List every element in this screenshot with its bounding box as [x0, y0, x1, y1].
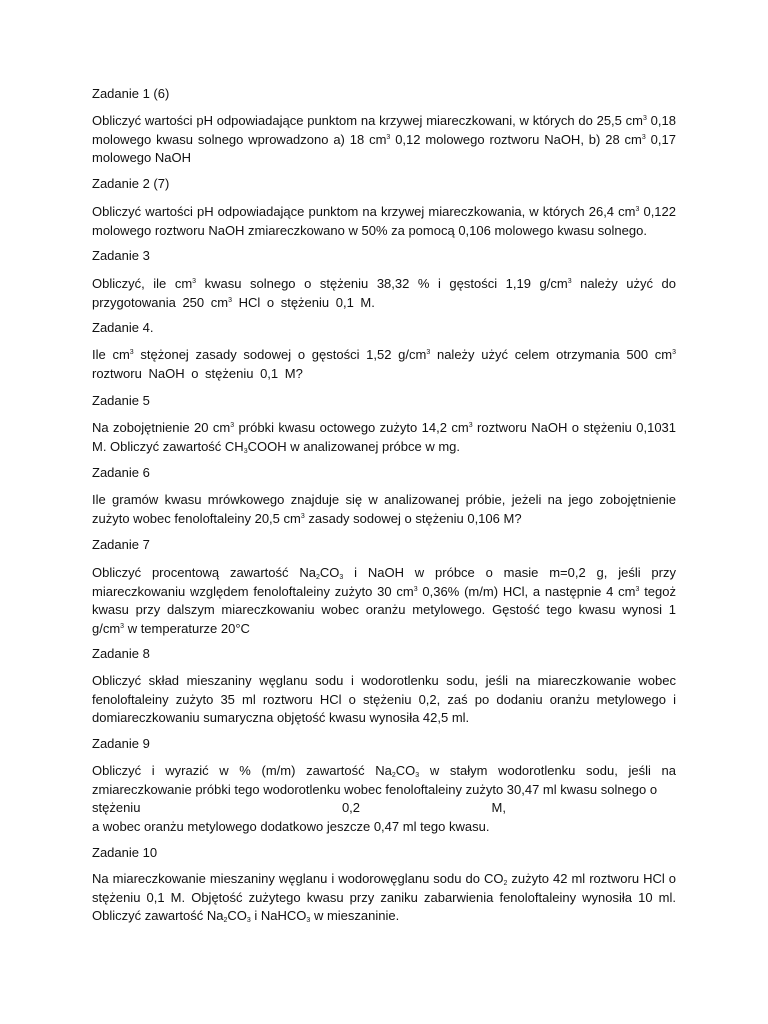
task-heading: Zadanie 1 (6): [92, 86, 170, 101]
task-text: Obliczyć i wyrazić w % (m/m) zawartość $Na_2CO_3$ w stałym wodorotlenku sodu, jeśli na zmiareczkowanie próbki tego wodorotlenku wobec fenoloftaleiny zużyto 30,47 ml kwasu solnego o stężeniu 0,2 M, a wobec oranżu metylowego dodatkowo jeszcze 0,47 ml tego kwasu.: [92, 762, 676, 836]
task-text: Na miareczkowanie mieszaniny węglanu i wodorowęglanu sodu do $CO_2$ zużyto 42 ml roztworu HCl o stężeniu 0,1 M. Objętość zużytego kwasu przy zaniku zabarwienia fenoloftaleiny wynosiła 10 ml. Obliczyć zawartość $Na_2CO_3$ i NaHCO$_3$ w mieszaninie.: [92, 871, 676, 924]
task-heading: Zadanie 7: [92, 537, 150, 552]
task-heading: Zadanie 9: [92, 736, 150, 751]
task-text-line: a wobec oranżu metylowego dodatkowo jeszcze 0,47 ml tego kwasu.: [92, 818, 490, 834]
task-text: Obliczyć, ile $cm^3$ kwasu solnego o stężeniu 38,32 % i gęstości 1,19 $g/cm^3$ należy użyć do przygotowania 250 $cm^3$ HCl o stężeniu 0,1 M.: [92, 276, 676, 310]
task-heading: Zadanie 3: [92, 248, 150, 263]
task-heading: Zadanie 10: [92, 845, 158, 860]
task-heading: Zadanie 6: [92, 465, 150, 480]
task-text: Obliczyć wartości pH odpowiadające punktom na krzywej miareczkowani, w których do 25,5 $cm^3$ 0,18 molowego kwasu solnego wprowadzono a) 18 $cm^3$ 0,12 molowego roztworu NaOH, b) 28 $cm^3$ 0,17 molowego NaOH: [92, 113, 676, 165]
task-text: Obliczyć procentową zawartość $Na_2CO_3$ i NaOH w próbce o masie m=0,2 g, jeśli przy miareczkowaniu względem fenoloftaleiny zużyto 30 $cm^3$ 0,36% (m/m) HCl, a następnie 4 $cm^3$ tegoż kwasu przy dalszym miareczkowaniu wobec oranżu metylowego. Gęstość tego kwasu wynosi 1 $g/cm^3$ w temperaturze 20°C: [92, 565, 676, 636]
task-text: Ile $cm^3$ stężonej zasady sodowej o gęstości 1,52 $g/cm^3$ należy użyć celem otrzymania 500 $cm^3$ roztworu NaOH o stężeniu 0,1 M?: [92, 347, 677, 381]
task-heading: Zadanie 4.: [92, 320, 154, 335]
task-heading: Zadanie 5: [92, 393, 150, 408]
task-text: Na zobojętnienie 20 $cm^3$ próbki kwasu octowego zużyto 14,2 $cm^3$ roztworu NaOH o stężeniu 0,1031 M. Obliczyć zawartość $CH_3COOH$ w analizowanej próbce w mg.: [92, 420, 677, 455]
task-text: Obliczyć wartości pH odpowiadające punktom na krzywej miareczkowania, w których 26,4 $cm^3$ 0,122 molowego roztworu NaOH zmiareczkowano w 50% za pomocą 0,106 molowego kwasu solnego.: [92, 204, 676, 238]
task-heading: Zadanie 8: [92, 646, 150, 661]
spaced-line: stężeniu 0,2 M,: [92, 800, 506, 815]
task-heading: Zadanie 2 (7): [92, 176, 170, 191]
task-text: Ile gramów kwasu mrówkowego znajduje się w analizowanej próbie, jeżeli na jego zobojętnienie zużyto wobec fenoloftaleiny 20,5 $cm^3$ zasady sodowej o stężeniu 0,106 M?: [92, 492, 676, 526]
task-text: Obliczyć skład mieszaniny węglanu sodu i wodorotlenku sodu, jeśli na miareczkowanie wobec fenoloftaleiny zużyto 35 ml roztworu HCl o stężeniu 0,2, zaś po dodaniu oranżu metylowego i domiareczkowaniu sumaryczna objętość kwasu wynosiła 42,5 ml.: [92, 673, 676, 725]
